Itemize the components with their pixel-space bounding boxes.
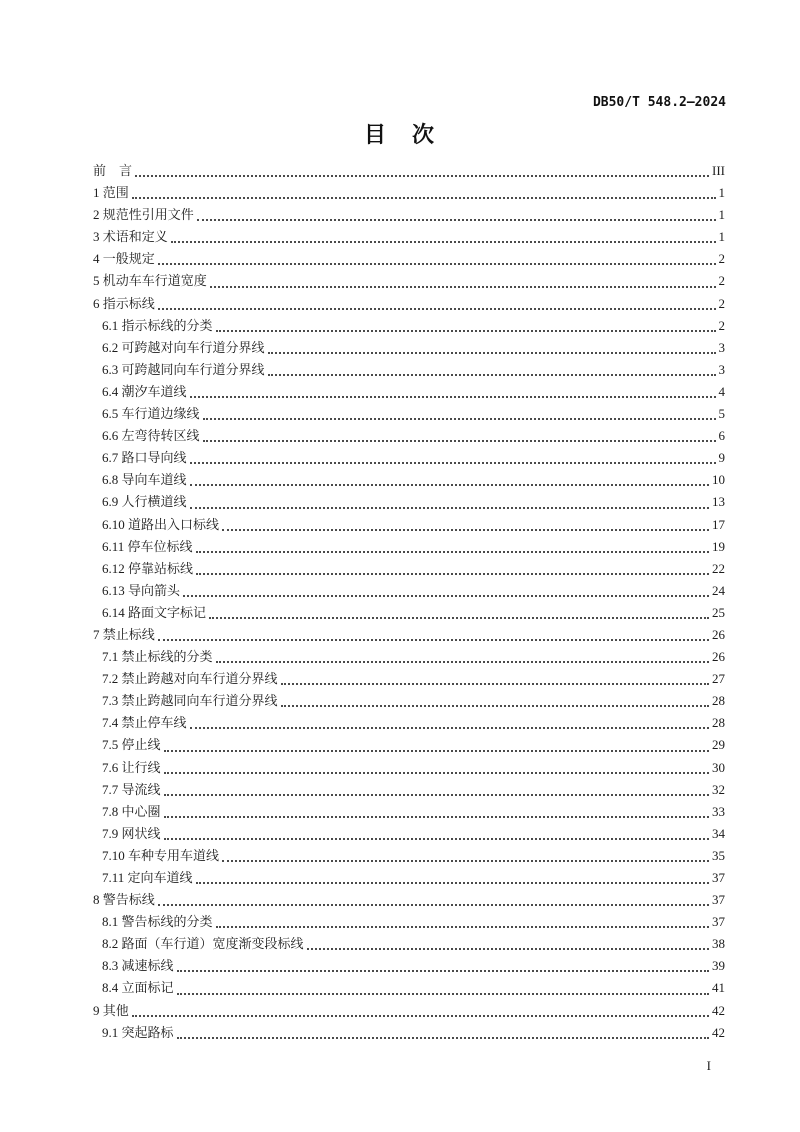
toc-entry-label: 7.9 网状线 xyxy=(102,825,161,841)
toc-dot-leader xyxy=(177,1037,709,1039)
toc-entry-page: 41 xyxy=(712,980,725,996)
toc-entry-label: 6.6 左弯待转区线 xyxy=(102,428,200,444)
toc-entry-label: 6 指示标线 xyxy=(93,295,155,311)
toc-entry-page: 35 xyxy=(712,847,725,863)
toc-entry-page: 2 xyxy=(718,251,725,267)
toc-dot-leader xyxy=(177,993,709,995)
toc-entry-page: 28 xyxy=(712,715,725,731)
toc-entry xyxy=(93,1022,725,1044)
toc-entry xyxy=(93,160,725,182)
toc-dot-leader xyxy=(216,926,709,928)
toc-entry-page: 22 xyxy=(712,560,725,576)
toc-entry-page: 9 xyxy=(718,450,725,466)
toc-entry-label: 6.10 道路出入口标线 xyxy=(102,516,220,532)
toc-dot-leader xyxy=(164,772,709,774)
toc-entry xyxy=(93,580,725,602)
toc-entry-page: 2 xyxy=(718,273,725,289)
toc-dot-leader xyxy=(190,462,716,464)
document-header xyxy=(593,95,726,110)
toc-entry xyxy=(93,204,725,226)
toc-entry-label: 1 范围 xyxy=(93,185,129,201)
toc-entry xyxy=(93,933,725,955)
toc-entry xyxy=(93,757,725,779)
toc-dot-leader xyxy=(190,396,716,398)
toc-entry xyxy=(93,889,725,911)
toc-entry-label: 8.2 路面（车行道）宽度渐变段标线 xyxy=(102,936,304,952)
toc-dot-leader xyxy=(196,882,709,884)
toc-entry-page: 3 xyxy=(718,361,725,377)
toc-dot-leader xyxy=(164,816,709,818)
toc-entry-label: 7.2 禁止跨越对向车行道分界线 xyxy=(102,671,278,687)
toc-entry xyxy=(93,712,725,734)
toc-dot-leader xyxy=(196,551,709,553)
toc-entry-label: 4 一般规定 xyxy=(93,251,155,267)
toc-entry-page: 5 xyxy=(718,406,725,422)
toc-dot-leader xyxy=(216,661,709,663)
toc-dot-leader xyxy=(281,683,709,685)
toc-entry-label: 9.1 突起路标 xyxy=(102,1024,174,1040)
toc-dot-leader xyxy=(190,484,709,486)
toc-dot-leader xyxy=(158,904,709,906)
toc-entry-page: 38 xyxy=(712,936,725,952)
toc-entry xyxy=(93,801,725,823)
toc-entry-label: 6.9 人行横道线 xyxy=(102,494,187,510)
toc-entry-label: 6.5 车行道边缘线 xyxy=(102,406,200,422)
doc-code: DB50/T 548.2—2024 xyxy=(592,95,726,110)
toc-dot-leader xyxy=(183,595,709,597)
toc-entry xyxy=(93,646,725,668)
toc-entry xyxy=(93,270,725,292)
toc-entry xyxy=(93,1000,725,1022)
toc-entry xyxy=(93,491,725,513)
toc-dot-leader xyxy=(210,286,716,288)
toc-entry-label: 前 言 xyxy=(93,163,133,178)
toc-entry-label: 7.4 禁止停车线 xyxy=(102,715,187,731)
toc-entry-page: 42 xyxy=(712,1002,725,1018)
toc-entry xyxy=(93,955,725,977)
toc-dot-leader xyxy=(171,241,716,243)
page-footer xyxy=(93,1058,725,1074)
toc-entry-label: 8.1 警告标线的分类 xyxy=(102,914,213,930)
toc-dot-leader xyxy=(190,507,709,509)
toc-entry xyxy=(93,337,725,359)
toc-dot-leader xyxy=(203,440,716,442)
toc-entry-page: 37 xyxy=(712,892,725,908)
toc-entry xyxy=(93,403,725,425)
toc-entry-page: 29 xyxy=(712,737,725,753)
toc-entry-label: 7 禁止标线 xyxy=(93,626,155,642)
toc-dot-leader xyxy=(164,838,709,840)
toc-entry xyxy=(93,602,725,624)
toc-entry-label: 7.11 定向车道线 xyxy=(102,870,193,885)
toc-entry-label: 6.7 路口导向线 xyxy=(102,450,187,466)
toc-entry xyxy=(93,447,725,469)
toc-entry-page: 1 xyxy=(718,185,725,201)
toc-entry xyxy=(93,779,725,801)
toc-dot-leader xyxy=(132,1015,709,1017)
toc-entry-page: 33 xyxy=(712,803,725,819)
toc-entry-page: 34 xyxy=(712,825,725,841)
toc-dot-leader xyxy=(158,308,716,310)
toc-entry-label: 7.1 禁止标线的分类 xyxy=(102,649,213,665)
toc-entry-page: 24 xyxy=(712,582,725,598)
toc-entry-page: 37 xyxy=(712,914,725,930)
toc-entry xyxy=(93,182,725,204)
toc-entry xyxy=(93,425,725,447)
toc-entry-label: 7.7 导流线 xyxy=(102,781,161,797)
toc-dot-leader xyxy=(268,352,716,354)
toc-entry-page: 42 xyxy=(712,1024,725,1040)
toc-entry-label: 8 警告标线 xyxy=(93,892,155,908)
toc-dot-leader xyxy=(132,197,716,199)
toc-dot-leader xyxy=(281,705,709,707)
toc-dot-leader xyxy=(222,529,709,531)
toc-entry xyxy=(93,867,725,889)
toc-entry-label: 6.2 可跨越对向车行道分界线 xyxy=(102,339,265,355)
toc-dot-leader xyxy=(164,794,709,796)
toc-entry-page: 26 xyxy=(712,626,725,642)
toc-entry xyxy=(93,226,725,248)
toc-list xyxy=(93,160,725,1044)
toc-dot-leader xyxy=(158,263,716,265)
toc-entry-label: 9 其他 xyxy=(93,1002,129,1018)
toc-entry-page: 39 xyxy=(712,958,725,974)
toc-entry xyxy=(93,690,725,712)
toc-entry-page: 1 xyxy=(718,229,725,245)
toc-entry xyxy=(93,359,725,381)
toc-entry-page: 10 xyxy=(712,472,725,488)
toc-entry-label: 7.8 中心圈 xyxy=(102,803,161,819)
toc-entry-page: 37 xyxy=(712,870,725,885)
page-number: I xyxy=(706,1058,711,1073)
toc-entry-page: 6 xyxy=(718,428,725,444)
toc-entry xyxy=(93,381,725,403)
toc-dot-leader xyxy=(177,970,709,972)
toc-entry-page: 19 xyxy=(712,538,725,554)
toc-entry-label: 3 术语和定义 xyxy=(93,229,168,245)
toc-entry xyxy=(93,911,725,933)
toc-entry-page: 30 xyxy=(712,759,725,775)
toc-entry-page: 13 xyxy=(712,494,725,510)
toc-entry xyxy=(93,315,725,337)
toc-dot-leader xyxy=(222,860,709,862)
toc-entry xyxy=(93,469,725,491)
toc-entry-label: 6.12 停靠站标线 xyxy=(102,560,194,576)
toc-entry xyxy=(93,624,725,646)
toc-entry-label: 6.4 潮汐车道线 xyxy=(102,383,187,399)
toc-entry-label: 2 规范性引用文件 xyxy=(93,207,194,223)
toc-dot-leader xyxy=(197,219,716,221)
toc-entry-page: 28 xyxy=(712,693,725,709)
toc-entry xyxy=(93,823,725,845)
toc-entry-label: 6.13 导向箭头 xyxy=(102,582,181,598)
toc-dot-leader xyxy=(164,750,709,752)
toc-entry-page: 3 xyxy=(718,339,725,355)
toc-entry-page: 17 xyxy=(712,516,725,532)
toc-entry-label: 6.3 可跨越同向车行道分界线 xyxy=(102,361,265,377)
toc-entry-page: 2 xyxy=(718,317,725,333)
toc-dot-leader xyxy=(268,374,716,376)
toc-entry-page: 26 xyxy=(712,649,725,665)
toc-entry-page: 4 xyxy=(718,383,725,399)
toc-entry-label: 6.8 导向车道线 xyxy=(102,472,187,488)
toc-entry-page: 27 xyxy=(712,671,725,687)
toc-dot-leader xyxy=(307,948,709,950)
toc-dot-leader xyxy=(135,175,709,177)
toc-entry xyxy=(93,558,725,580)
toc-entry-label: 6.14 路面文字标记 xyxy=(102,604,207,620)
toc-entry-page: III xyxy=(712,163,725,178)
toc-dot-leader xyxy=(216,330,716,332)
toc-entry xyxy=(93,248,725,270)
toc-entry-label: 7.6 让行线 xyxy=(102,759,161,775)
toc-entry-page: 1 xyxy=(718,207,725,223)
toc-entry xyxy=(93,734,725,756)
toc-dot-leader xyxy=(196,573,709,575)
toc-entry-label: 7.10 车种专用车道线 xyxy=(102,847,220,863)
toc-entry-label: 6.1 指示标线的分类 xyxy=(102,317,213,333)
toc-entry-label: 8.3 减速标线 xyxy=(102,958,174,974)
toc-entry-page: 25 xyxy=(712,604,725,620)
toc-entry xyxy=(93,668,725,690)
toc-entry-label: 5 机动车车行道宽度 xyxy=(93,273,207,289)
toc-entry xyxy=(93,293,725,315)
toc-dot-leader xyxy=(209,617,709,619)
page-title: 目 次 xyxy=(363,123,436,148)
toc-entry xyxy=(93,845,725,867)
toc-entry-page: 32 xyxy=(712,781,725,797)
toc-entry-page: 2 xyxy=(718,295,725,311)
toc-entry-label: 7.3 禁止跨越同向车行道分界线 xyxy=(102,693,278,709)
toc-dot-leader xyxy=(203,418,716,420)
toc-entry-label: 6.11 停车位标线 xyxy=(102,538,193,554)
toc-dot-leader xyxy=(190,727,709,729)
toc-entry xyxy=(93,514,725,536)
toc-entry-label: 7.5 停止线 xyxy=(102,737,161,753)
toc-entry xyxy=(93,977,725,999)
toc-dot-leader xyxy=(158,639,709,641)
toc-entry-label: 8.4 立面标记 xyxy=(102,980,174,996)
toc-entry xyxy=(93,536,725,558)
